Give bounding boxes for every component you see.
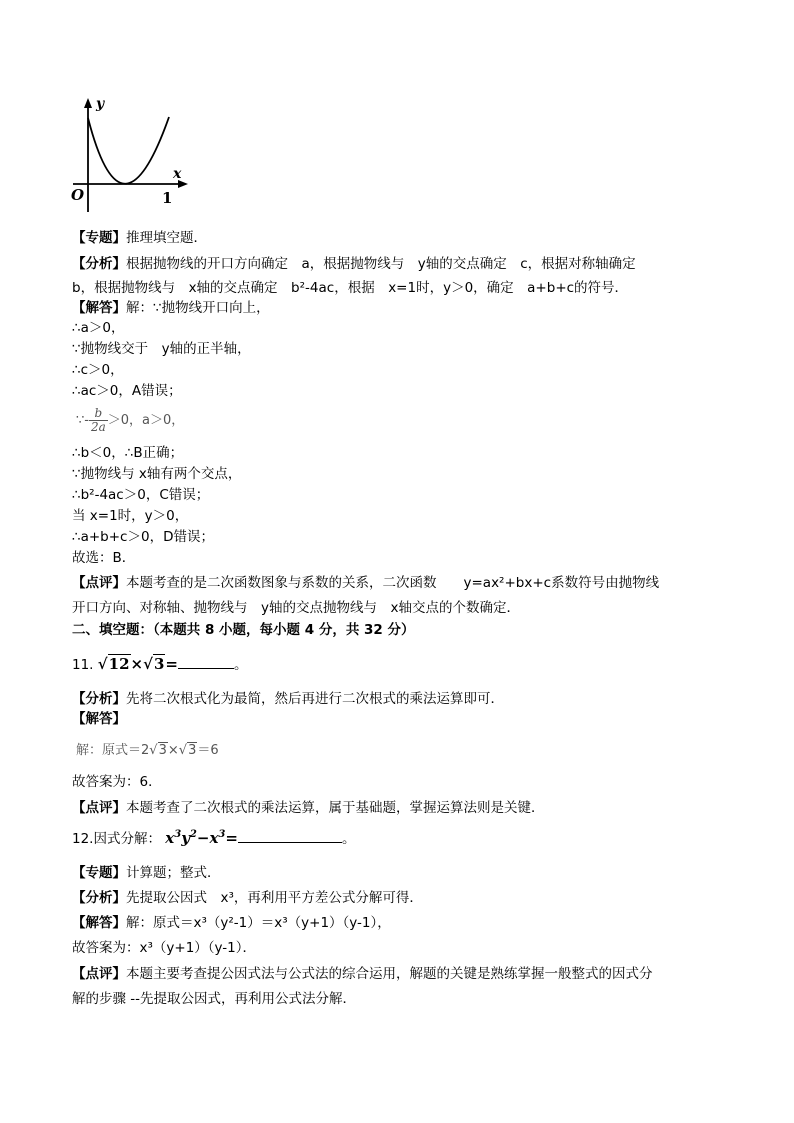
section-prefix: 二、填空题：	[72, 622, 153, 638]
q12-question	[72, 828, 355, 849]
q10-analysis-line1	[72, 254, 636, 274]
q11-analysis	[72, 689, 504, 709]
q12-equals: =	[225, 829, 238, 847]
expr-exp-3: 3	[218, 829, 226, 840]
fraction	[89, 407, 108, 434]
q10-comment-line2: 开口方向、对称轴、抛物线与 y轴的交点抛物线与 x轴交点的个数确定．	[72, 600, 520, 616]
step-4: ∴ac＞0，A错误；	[72, 383, 182, 399]
q12-comment-line1	[72, 964, 653, 984]
section-detail: （本题共 8 小题，每小题 4 分，共 32 分）	[153, 622, 415, 638]
analysis-tag: 【分析】	[72, 691, 126, 707]
step-9: ∴a+b+c＞0，D错误；	[72, 529, 214, 545]
step-3: ∴c＞0，	[72, 362, 124, 378]
fraction-numerator: b	[89, 407, 108, 421]
fraction-suffix: ＞0，a＞0，	[107, 413, 185, 428]
analysis-tag: 【分析】	[72, 256, 126, 272]
step-2: ∵抛物线交于 y轴的正半轴，	[72, 341, 251, 357]
q11-end: 。	[233, 657, 248, 673]
q12-topic	[72, 863, 221, 883]
q11-radicand-1: 12	[108, 655, 130, 673]
q12-end: 。	[341, 831, 356, 847]
analysis-text: 先将二次根式化为最简，然后再进行二次根式的乘法运算即可．	[126, 691, 504, 707]
solution-radicand-1: 3	[158, 743, 167, 758]
x-tick-label: 1	[162, 189, 173, 207]
expr-x: x	[165, 829, 175, 847]
q12-analysis	[72, 888, 423, 908]
q11-solution: 解：原式＝2√3×√3＝6	[76, 743, 219, 758]
q12-final: 故答案为：x³（y+1）（y-1）．	[72, 940, 257, 956]
expr-exp-1: 3	[174, 829, 182, 840]
q12-answer-blank[interactable]	[238, 828, 342, 843]
q12-answer	[72, 913, 391, 933]
solution-prefix: 解：原式＝2	[76, 743, 150, 758]
q11-equals: =	[165, 655, 178, 673]
q11-comment	[72, 798, 545, 818]
q12-number: 12.	[72, 831, 94, 847]
x-axis-label: x	[173, 166, 182, 182]
q11-answer-tag: 【解答】	[72, 711, 126, 727]
expr-exp-2: 2	[189, 829, 197, 840]
solution-times: ×	[167, 743, 179, 758]
y-axis-label: y	[96, 96, 105, 112]
q12-expression	[165, 829, 238, 847]
q11-answer-blank[interactable]	[178, 654, 234, 669]
expr-minus-x: −x	[196, 829, 219, 847]
answer-text: 解：原式＝x³（y²-1）＝x³（y+1）（y-1），	[126, 915, 391, 931]
fraction-denominator: 2a	[90, 420, 106, 434]
analysis-text: 先提取公因式 x³，再利用平方差公式分解可得．	[126, 890, 423, 906]
expr-y: y	[181, 829, 190, 847]
topic-text: 计算题；整式．	[126, 865, 221, 881]
step-8: 当 x=1时，y＞0，	[72, 508, 189, 524]
step-6: ∵抛物线与 x轴有两个交点，	[72, 466, 242, 482]
topic-tag: 【专题】	[72, 865, 126, 881]
comment-tag: 【点评】	[72, 966, 126, 982]
q10-answer-intro	[72, 298, 270, 318]
comment-text: 本题考查了二次根式的乘法运算，属于基础题，掌握运算法则是关键．	[126, 800, 545, 816]
answer-tag: 【解答】	[72, 300, 126, 316]
q11-expression: √12×√3=	[97, 655, 178, 673]
analysis-text: 根据抛物线的开口方向确定 a，根据抛物线与 y轴的交点确定 c，根据对称轴确定	[126, 256, 636, 272]
q10-analysis-line2: b，根据抛物线与 x轴的交点确定 b²-4ac，根据 x=1时，y＞0，确定 a+b+c的符号．	[72, 280, 629, 296]
comment-tag: 【点评】	[72, 800, 126, 816]
analysis-tag: 【分析】	[72, 890, 126, 906]
answer-text: 解：∵抛物线开口向上，	[126, 300, 270, 316]
parabola-curve	[88, 117, 169, 184]
comment-text: 本题主要考查提公因式法与公式法的综合运用，解题的关键是熟练掌握一般整式的因式分	[126, 966, 653, 982]
topic-text: 推理填空题．	[126, 230, 207, 246]
fraction-step	[76, 406, 184, 436]
q10-comment-line1	[72, 573, 659, 593]
q11-number: 11.	[72, 657, 94, 673]
section-heading	[72, 620, 415, 640]
answer-tag: 【解答】	[72, 915, 126, 931]
y-axis-arrow	[84, 98, 92, 108]
fraction-prefix: ∵-	[76, 413, 89, 428]
step-5: ∴b＜0，∴B正确；	[72, 445, 184, 461]
step-10: 故选：B．	[72, 550, 136, 566]
origin-label: O	[71, 186, 85, 204]
comment-text: 本题考查的是二次函数图象与系数的关系，二次函数 y=ax²+bx+c系数符号由抛物线	[126, 575, 660, 591]
solution-radicand-2: 3	[188, 743, 197, 758]
step-1: ∴a＞0，	[72, 320, 125, 336]
q12-comment-line2: 解的步骤 --先提取公因式，再利用公式法分解．	[72, 991, 357, 1007]
q11-question	[72, 654, 247, 675]
q11-radicand-2: 3	[153, 655, 165, 673]
parabola-graph	[68, 92, 198, 217]
comment-tag: 【点评】	[72, 575, 126, 591]
topic-tag: 【专题】	[72, 230, 126, 246]
q12-prompt: 因式分解：	[93, 831, 161, 847]
solution-end: ＝6	[197, 743, 219, 758]
q10-topic	[72, 228, 207, 248]
step-7: ∴b²-4ac＞0，C错误；	[72, 487, 210, 503]
q11-final: 故答案为：6．	[72, 774, 162, 790]
q11-times: ×	[130, 655, 144, 673]
